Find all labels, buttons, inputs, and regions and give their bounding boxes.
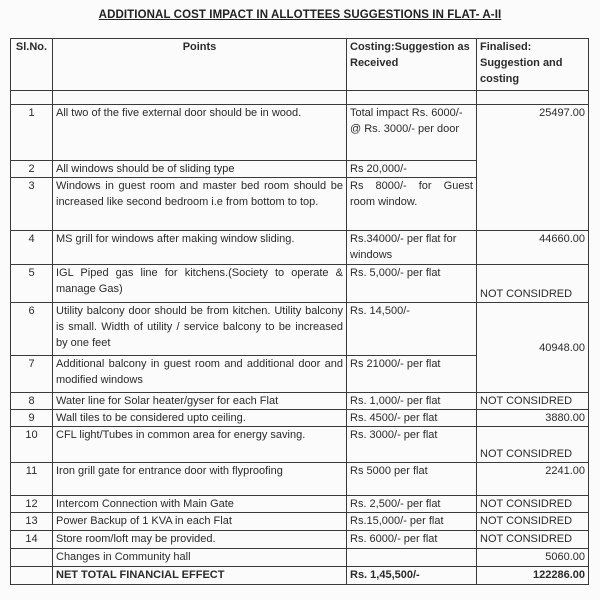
costing-received: Rs 5000 per flat (347, 463, 477, 496)
table-row (11, 303, 589, 356)
costing-received: Rs. 2,500/- per flat (347, 496, 477, 513)
sl-no (11, 567, 53, 585)
table-row (11, 496, 589, 513)
costing-received: Rs. 14,500/- (347, 303, 477, 356)
point-text: Utility balcony door should be from kitchen. Utility balcony is small. Width of utility / service balcony to be increased by one feet (53, 303, 347, 356)
sl-no: 12 (11, 496, 53, 513)
sl-no: 8 (11, 393, 53, 410)
sl-no: 6 (11, 303, 53, 356)
point-text: Iron grill gate for entrance door with flyproofing (53, 463, 347, 496)
finalised-value: 3880.00 (477, 410, 589, 427)
sl-no (11, 549, 53, 567)
cost-impact-table (10, 38, 589, 585)
sl-no: 11 (11, 463, 53, 496)
point-text: Store room/loft may be provided. (53, 531, 347, 549)
header-costing-received: Costing:Suggestion as Received (347, 39, 477, 91)
sl-no: 2 (11, 161, 53, 178)
finalised-value: 2241.00 (477, 463, 589, 496)
costing-received: Rs. 1,000/- per flat (347, 393, 477, 410)
finalised-value: NOT CONSIDRED (477, 513, 589, 531)
finalised-value: NOT CONSIDRED (477, 531, 589, 549)
costing-received (347, 549, 477, 567)
header-row (11, 39, 589, 91)
table-row (11, 463, 589, 496)
point-text: All two of the five external door should be in wood. (53, 105, 347, 161)
spacer-row (11, 91, 589, 105)
sl-no: 10 (11, 427, 53, 463)
point-text: Changes in Community hall (53, 549, 347, 567)
costing-received: Rs.15,000/- per flat (347, 513, 477, 531)
sl-no: 7 (11, 356, 53, 393)
costing-received: Rs. 3000/- per flat (347, 427, 477, 463)
total-label: NET TOTAL FINANCIAL EFFECT (53, 567, 347, 585)
point-text: CFL light/Tubes in common area for energy saving. (53, 427, 347, 463)
spacer-cell (477, 91, 589, 105)
spacer-cell (11, 91, 53, 105)
table-row (11, 265, 589, 303)
costing-received: Total impact Rs. 6000/- @ Rs. 3000/- per door (347, 105, 477, 161)
finalised-value: NOT CONSIDRED (477, 496, 589, 513)
sl-no: 13 (11, 513, 53, 531)
finalised-value: 44660.00 (477, 231, 589, 265)
finalised-value: NOT CONSIDRED (477, 265, 589, 303)
point-text: Additional balcony in guest room and additional door and modified windows (53, 356, 347, 393)
header-finalised: Finalised: Suggestion and costing (477, 39, 589, 91)
total-costing: Rs. 1,45,500/- (347, 567, 477, 585)
finalised-value: NOT CONSIDRED (477, 393, 589, 410)
costing-received: Rs 21000/- per flat (347, 356, 477, 393)
finalised-value: 5060.00 (477, 549, 589, 567)
spacer-cell (347, 91, 477, 105)
table-row (11, 105, 589, 161)
finalised-value: NOT CONSIDRED (477, 427, 589, 463)
table-row (11, 531, 589, 549)
finalised-value: 25497.00 (477, 105, 589, 231)
document-title: ADDITIONAL COST IMPACT IN ALLOTTEES SUGGESTIONS IN FLAT- A-II (98, 9, 502, 21)
table-row (11, 427, 589, 463)
finalised-value: 40948.00 (477, 303, 589, 393)
total-row (11, 567, 589, 585)
sl-no: 5 (11, 265, 53, 303)
costing-received: Rs 20,000/- (347, 161, 477, 178)
costing-received: Rs.34000/- per flat for windows (347, 231, 477, 265)
sl-no: 9 (11, 410, 53, 427)
costing-received: Rs 8000/- for Guest room window. (347, 178, 477, 231)
point-text: MS grill for windows after making window sliding. (53, 231, 347, 265)
point-text: Wall tiles to be considered upto ceiling. (53, 410, 347, 427)
point-text: Power Backup of 1 KVA in each Flat (53, 513, 347, 531)
table-row (11, 513, 589, 531)
point-text: Intercom Connection with Main Gate (53, 496, 347, 513)
costing-received: Rs. 4500/- per flat (347, 410, 477, 427)
table-row (11, 231, 589, 265)
costing-received: Rs. 6000/- per flat (347, 531, 477, 549)
header-sl-no: Sl.No. (11, 39, 53, 91)
table-row (11, 410, 589, 427)
table-row (11, 393, 589, 410)
sl-no: 1 (11, 105, 53, 161)
spacer-cell (53, 91, 347, 105)
sl-no: 4 (11, 231, 53, 265)
point-text: Water line for Solar heater/gyser for each Flat (53, 393, 347, 410)
point-text: Windows in guest room and master bed room should be increased like second bedroom i.e from bottom to top. (53, 178, 347, 231)
total-finalised: 122286.00 (477, 567, 589, 585)
table-row (11, 549, 589, 567)
header-points: Points (53, 39, 347, 91)
costing-received: Rs. 5,000/- per flat (347, 265, 477, 303)
point-text: IGL Piped gas line for kitchens.(Society to operate & manage Gas) (53, 265, 347, 303)
point-text: All windows should be of sliding type (53, 161, 347, 178)
sl-no: 14 (11, 531, 53, 549)
sl-no: 3 (11, 178, 53, 231)
